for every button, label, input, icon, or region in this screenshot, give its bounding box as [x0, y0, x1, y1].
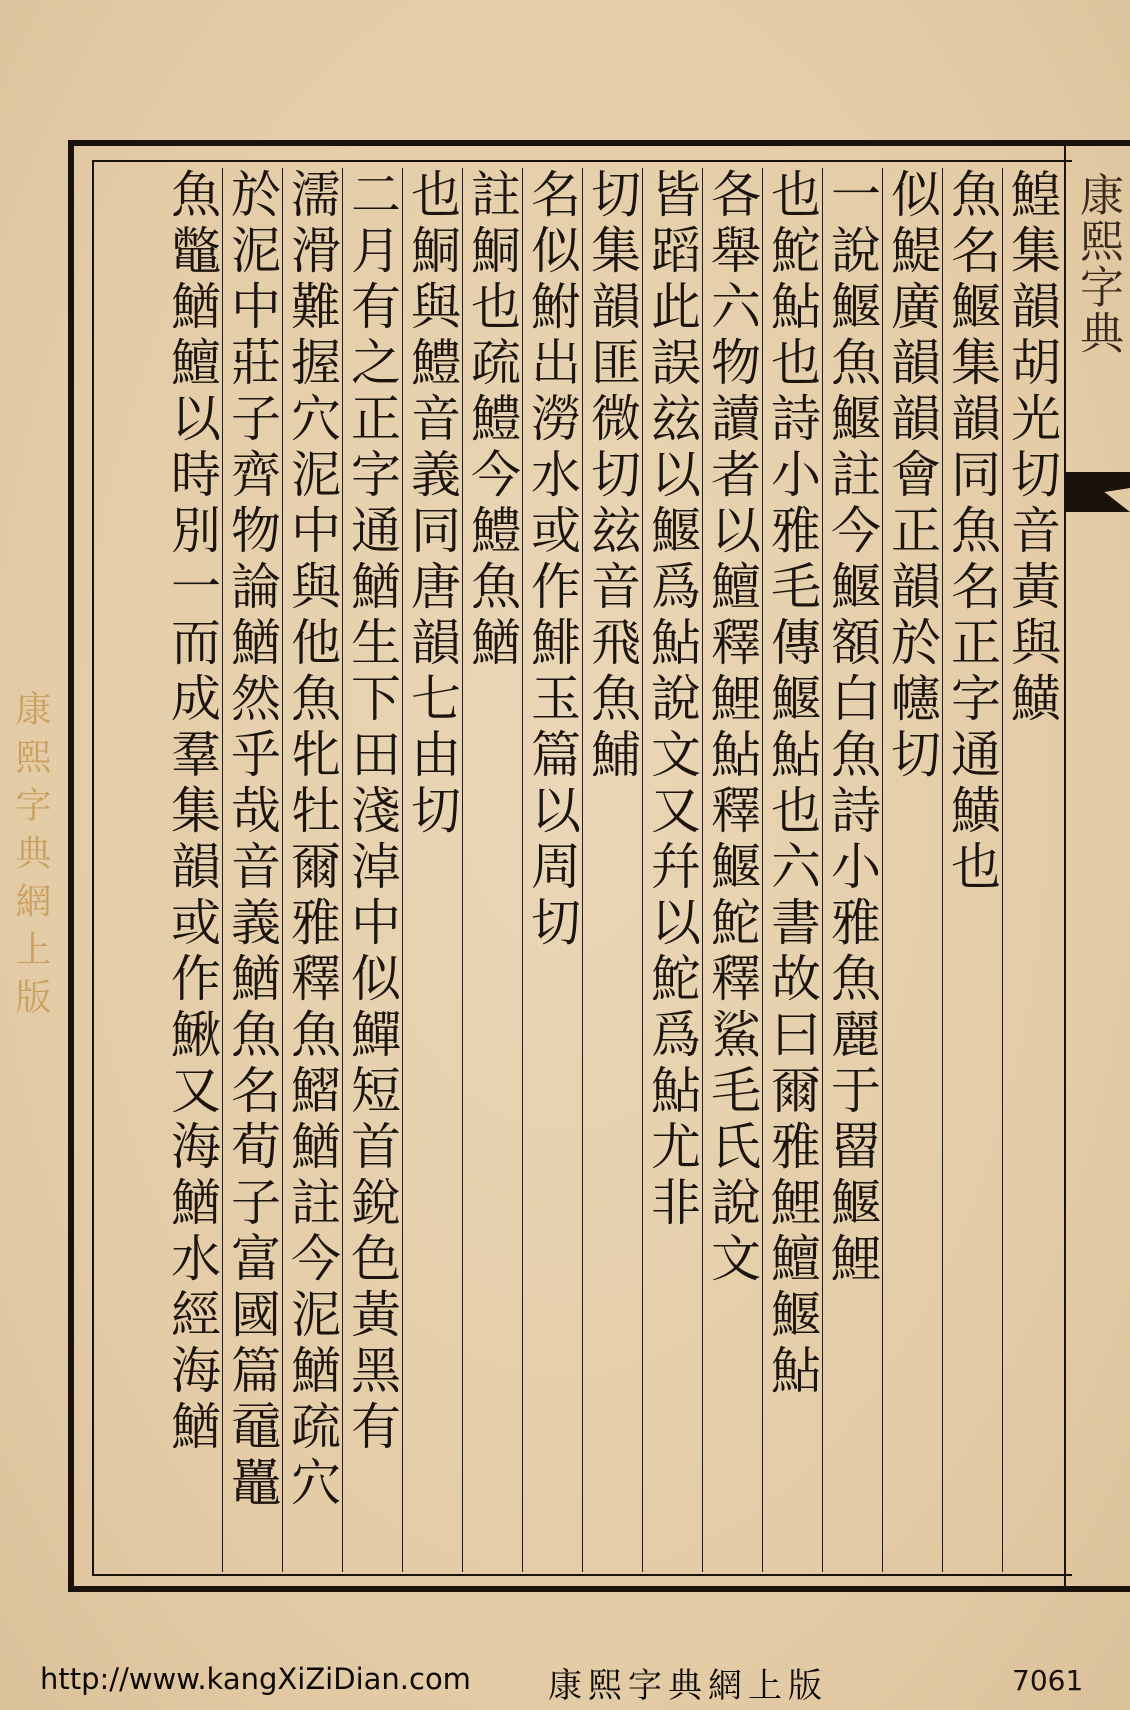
text-column: 一說鰋魚鰋註今鰋額白魚詩小雅魚麗于罶鰋鯉: [822, 168, 882, 1572]
book-title: 康熙字典: [1072, 172, 1123, 356]
text-column: 名似鮒出澇水或作鯡玉篇以周切: [522, 168, 582, 1572]
text-column: 魚名鰋集韻同魚名正字通鱑也: [942, 168, 1002, 1572]
text-columns: [96, 168, 1062, 1572]
text-column: 二月有之正字通鰌生下田淺淖中似鱓短首銳色黃黑有: [342, 168, 402, 1572]
footer-url-link[interactable]: http://www.kangXiZiDian.com: [40, 1662, 471, 1696]
text-column: 於泥中莊子齊物論鰌然乎哉音義鰌魚名荀子富國篇黿鼉: [222, 168, 282, 1572]
text-column: 也鮀鮎也詩小雅毛傳鰋鮎也六書故曰爾雅鯉鱣鰋鮎: [762, 168, 822, 1572]
footer-title: 康熙字典網上版: [548, 1666, 828, 1706]
side-watermark-label: 康熙字典網上版: [10, 690, 51, 1026]
text-column: 皆蹈此誤玆以鰋爲鮎說文又幷以鮀爲鮎尤非: [642, 168, 702, 1572]
text-column: 濡滑難握穴泥中與他魚牝牡爾雅釋魚鰼鰌註今泥鰌疏穴: [282, 168, 342, 1572]
text-column: 似鯷廣韻韻會正韻於幰切: [882, 168, 942, 1572]
margin-column: [1064, 140, 1130, 1592]
text-column: 鰉集韻胡光切音黃與鱑: [1002, 168, 1062, 1572]
text-column: 各舉六物讀者以鱣釋鯉鮎釋鰋鮀釋鯊毛氏說文: [702, 168, 762, 1572]
text-column: 註鮦也疏鱧今鱧魚鰌: [462, 168, 522, 1572]
text-column: 魚鼈鰌鱣以時別一而成羣集韻或作鰍又海鰌水經海鰌: [163, 168, 221, 1456]
page-number: 7061: [1012, 1664, 1084, 1697]
text-column: 切集韻匪微切玆音飛魚鯆: [582, 168, 642, 1572]
text-column: 也鮦與鱧音義同唐韻七由切: [402, 168, 462, 1572]
